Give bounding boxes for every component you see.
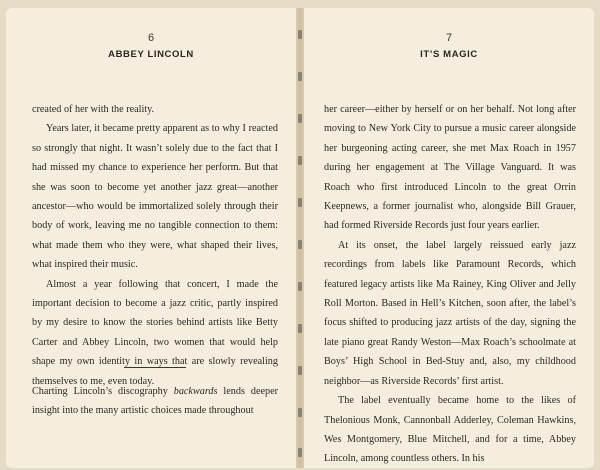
binding-stitch: [298, 448, 302, 457]
binding-stitch: [298, 30, 302, 39]
paragraph: created of her with the reality.: [32, 104, 155, 115]
binding-stitch: [298, 282, 302, 291]
binding-stitch: [298, 156, 302, 165]
running-head: ABBEY LINCOLN: [108, 49, 194, 60]
body-text: [324, 100, 576, 469]
running-head: IT’S MAGIC: [420, 49, 478, 60]
lead-text: Charting Lincoln’s discography: [32, 386, 174, 397]
right-page: [304, 8, 594, 468]
paragraph: her career—either by herself or on her behalf. Not long after moving to New York City to pursue a music career alongside her burgeoning acting career, she met Max Roach in 1957 during her engagement at The Village Vanguard. It was Roach who first introduced Lincoln to the great Orrin Keepnews, a former journalist who, alongside Bill Grauer, had formed Riverside Records just four years earlier.: [324, 104, 576, 232]
paragraph: [32, 382, 278, 421]
binding-stitch: [298, 72, 302, 81]
binding-stitch: [298, 324, 302, 333]
body-text: [32, 382, 278, 421]
binding-stitch: [298, 366, 302, 375]
paragraph: At its onset, the label largely reissued early jazz recordings from labels like Paramount Records, which featured legacy artists like Ma Rainey, King Oliver and Jelly Roll Morton. Based in Hell’s Kitchen, soon after, the label’s focus shifted to producing jazz artists of the day, signing the late piano great Randy Weston—Max Roach’s schoolmate at Boys’ High School in Bed-Stuy and, also, my childhood neighbor—as Riverside Records’ first artist.: [324, 239, 576, 387]
continuation-text: lends deeper insight into the many artistic choices made throughout: [32, 386, 278, 417]
paragraph: The label eventually became home to the likes of Thelonious Monk, Cannonball Adderley, Coleman Hawkins, Wes Montgomery, Blue Mitchell, and for a time, Abbey Lincoln, among countless others. In his: [324, 395, 576, 465]
binding-stitch: [298, 114, 302, 123]
left-page: [6, 8, 296, 468]
emphasis-text: backwards: [173, 386, 218, 397]
page-number: 7: [445, 32, 453, 44]
paragraph: Years later, it became pretty apparent as to why I reacted so strongly that night. It wasn’t solely due to the fact that I had missed my chance to experience her perform. But that she was soon to become yet another jazz great—another ancestor—who would be immortalized solely through their body of work, leaving me no tangible connection to them: what made them who they were, what shaped their lives, what inspired their music.: [32, 123, 278, 271]
binding-stitch: [298, 240, 302, 249]
paragraph: Almost a year following that concert, I made the important decision to become a jazz critic, partly inspired by my desire to know the stories behind artists like Betty Carter and Abbey Lincoln, two women that would help shape my own identity in ways that are slowly revealing themselves to me, even today.: [32, 278, 278, 387]
page-number: 6: [147, 32, 155, 44]
binding-stitch: [298, 408, 302, 417]
body-text: [32, 100, 278, 391]
section-divider: [124, 367, 186, 368]
binding-stitch: [298, 198, 302, 207]
